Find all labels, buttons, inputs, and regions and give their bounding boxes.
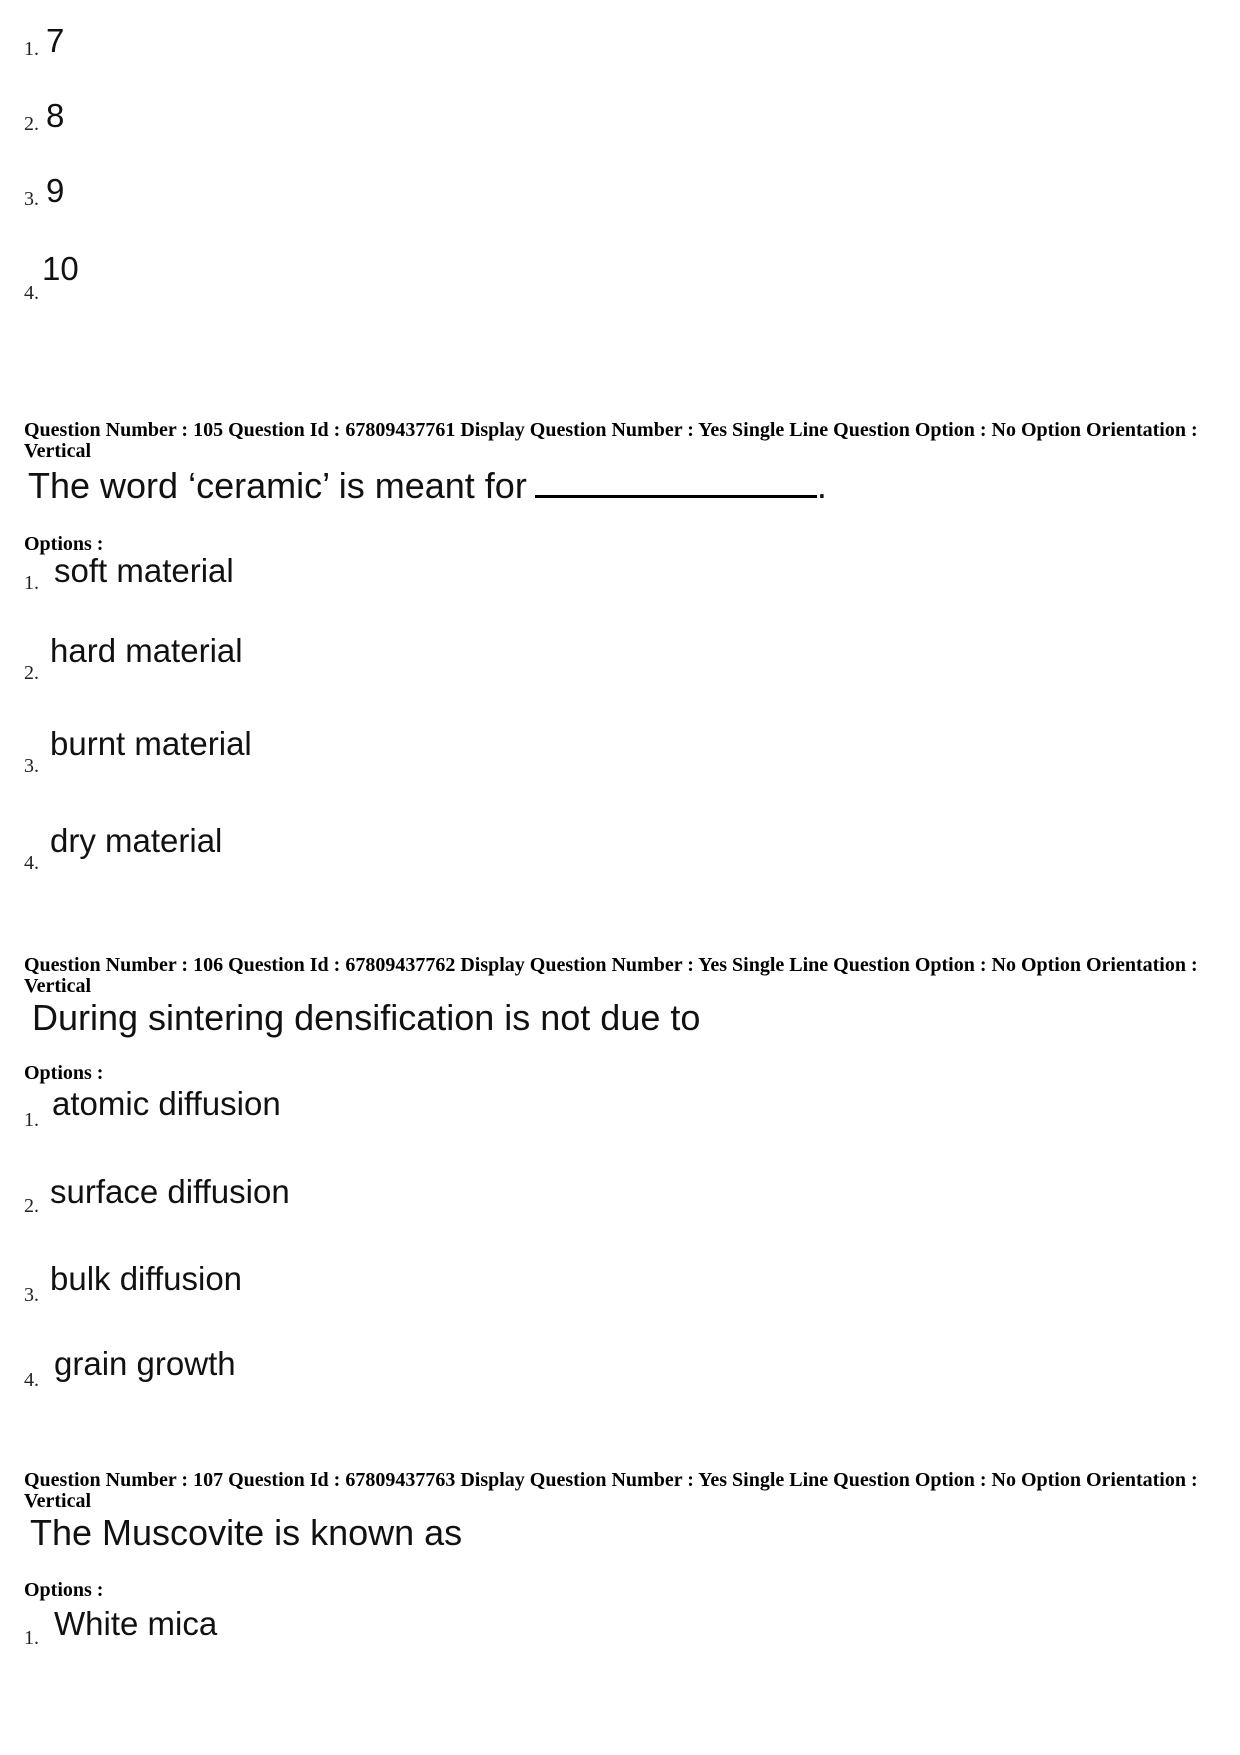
option-number: 1. <box>24 572 39 594</box>
question-text: The Muscovite is known as <box>30 1512 463 1553</box>
option-number: 2. <box>24 662 39 684</box>
option-text: dry material <box>50 822 223 859</box>
question-meta: Question Number : 107 Question Id : 67809437763 Display Question Number : Yes Single Line Question Option : No Option Orientation : Vertical <box>24 1469 1198 1512</box>
question-text-content: The word ‘ceramic’ is meant for <box>28 465 527 506</box>
option-number: 2. <box>24 113 39 135</box>
question-text <box>28 465 827 507</box>
option-text: 9 <box>46 172 65 209</box>
option-text: soft material <box>54 552 234 589</box>
option-number: 1. <box>24 1627 39 1649</box>
option-text: atomic diffusion <box>52 1085 281 1122</box>
option-text: hard material <box>50 632 243 669</box>
option-number: 3. <box>24 188 39 210</box>
option-number: 3. <box>24 1284 39 1306</box>
option-text: 8 <box>46 97 65 134</box>
option-number: 3. <box>24 755 39 777</box>
options-label: Options : <box>24 1062 104 1084</box>
option-text: 7 <box>46 22 65 59</box>
question-text: During sintering densification is not due to <box>32 997 701 1038</box>
option-text: bulk diffusion <box>50 1260 243 1297</box>
answer-blank-line <box>535 465 817 498</box>
option-text: White mica <box>54 1605 218 1642</box>
question-meta: Question Number : 105 Question Id : 67809437761 Display Question Number : Yes Single Line Question Option : No Option Orientation : Vertical <box>24 419 1198 462</box>
question-meta: Question Number : 106 Question Id : 67809437762 Display Question Number : Yes Single Line Question Option : No Option Orientation : Vertical <box>24 954 1198 997</box>
option-text: surface diffusion <box>50 1173 290 1210</box>
option-text: 10 <box>42 250 79 287</box>
question-text-suffix: . <box>816 465 827 506</box>
options-label: Options : <box>24 1579 104 1601</box>
option-number: 1. <box>24 1109 39 1131</box>
option-number: 4. <box>24 282 39 304</box>
options-label: Options : <box>24 533 104 555</box>
option-number: 4. <box>24 1369 39 1391</box>
option-number: 1. <box>24 38 39 60</box>
option-text: grain growth <box>54 1345 236 1382</box>
option-text: burnt material <box>50 725 252 762</box>
option-number: 4. <box>24 852 39 874</box>
option-number: 2. <box>24 1195 39 1217</box>
